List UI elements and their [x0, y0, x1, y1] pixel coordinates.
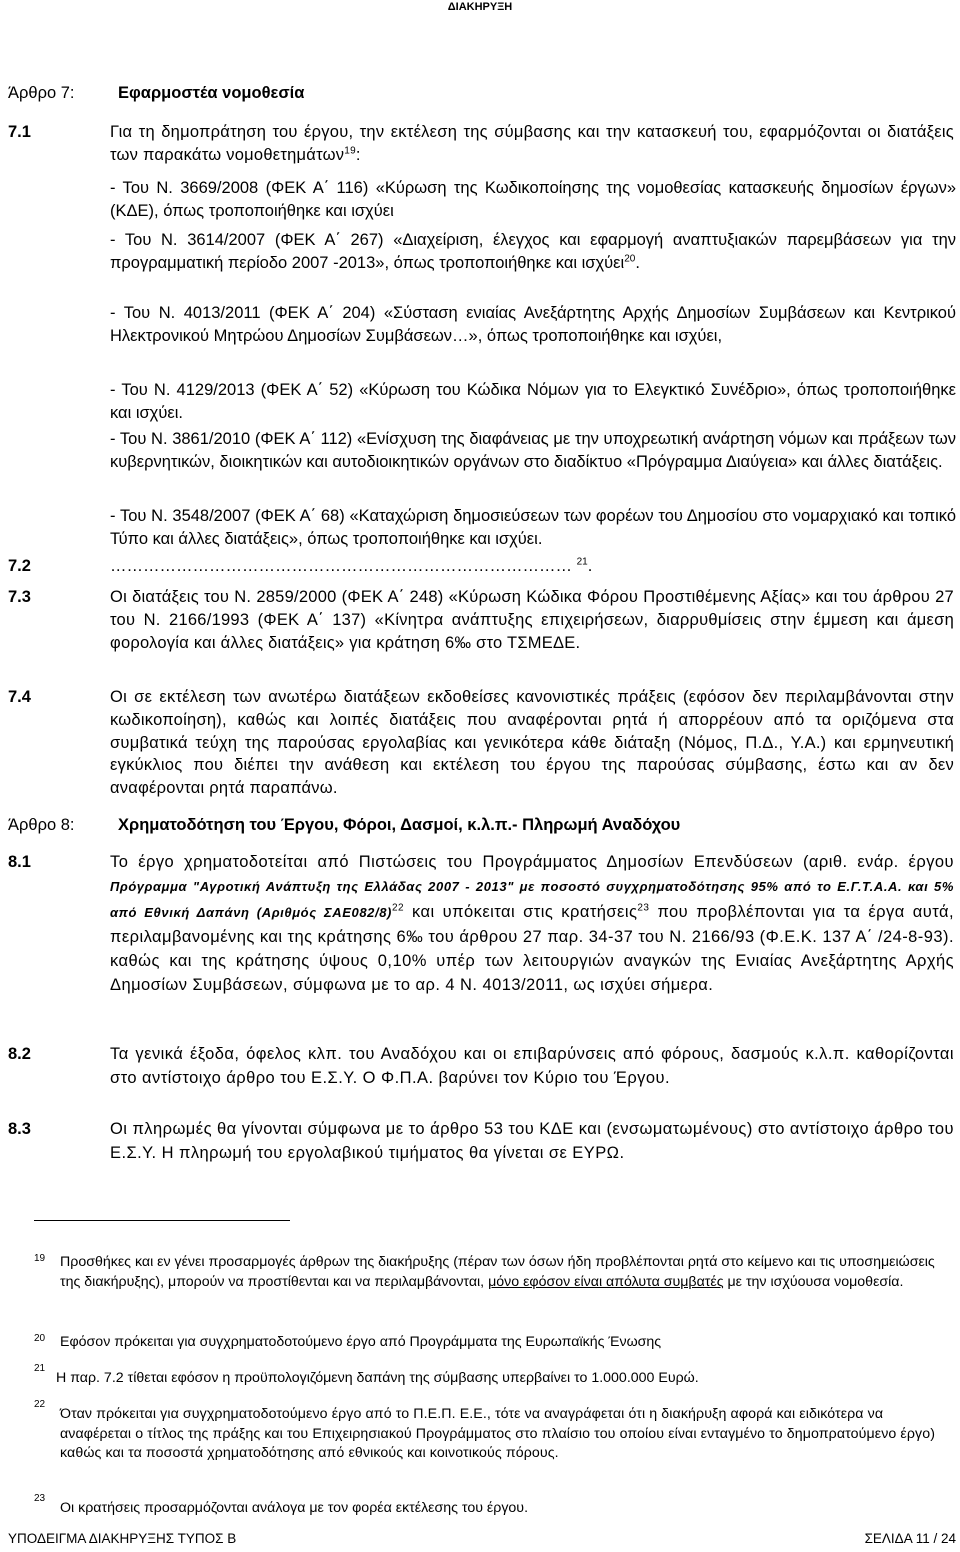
footer-page-number: ΣΕΛΙΔΑ 11 / 24 [864, 1531, 956, 1546]
section-8-3 [8, 1117, 954, 1166]
article-7-label: Άρθρο 7: [8, 84, 75, 102]
footnote [34, 1493, 958, 1519]
law-item [110, 505, 956, 551]
footnote-ref: 19 [344, 145, 356, 157]
financing-text: Το έργο χρηματοδοτείται από Πιστώσεις του Προγράμματος Δημοσίων Επενδύσεων (αριθ. ενάρ. έργου [110, 853, 954, 871]
footnote [34, 1399, 958, 1464]
footnote-end: με την ισχύουσα νομοθεσία. [727, 1273, 904, 1290]
footnote-text [56, 1253, 958, 1292]
footnote [34, 1253, 958, 1292]
law-item [110, 302, 956, 348]
section-7-4 [8, 686, 954, 800]
law-item-text: - Του Ν. 4129/2013 (ΦΕΚ Α΄ 52) «Κύρωση του Κώδικα Νόμων για το Ελεγκτικό Συνέδριο», όπως τροποποιήθηκε και ισχύει. [110, 381, 956, 422]
section-number: 7.2 [8, 557, 31, 575]
section-number: 7.3 [8, 588, 31, 606]
footnote-ref: 23 [637, 902, 650, 914]
section-text: Τα γενικά έξοδα, όφελος κλπ. του Αναδόχου και οι επιβαρύνσεις από φόρους, δασμούς κ.λ.π. καθορίζονται στο αντίστοιχο άρθρο του Ε.Σ.Υ. Ο Φ.Π.Α. βαρύνει τον Κύριο του Έργου. [110, 1045, 954, 1088]
footer-document-type: ΥΠΟΔΕΙΓΜΑ ΔΙΑΚΗΡΥΞΗΣ ΤΥΠΟΣ Β [8, 1531, 237, 1546]
footnote-ref: 20 [624, 253, 636, 265]
footnote-number: 19 [34, 1253, 46, 1264]
footnote [34, 1333, 958, 1353]
withholding-text: και υπόκειται στις κρατήσεις [412, 902, 638, 921]
law-item [110, 428, 956, 474]
article-7-heading [8, 80, 958, 106]
law-item [110, 379, 956, 425]
footnote-text: Οι κρατήσεις προσαρμόζονται ανάλογα με τον φορέα εκτέλεσης του έργου. [60, 1500, 529, 1516]
section-text: Οι διατάξεις του Ν. 2859/2000 (ΦΕΚ Α΄ 248) «Κύρωση Κώδικα Φόρου Προστιθέμενης Αξίας» και του άρθρου 27 του Ν. 2166/1993 (ΦΕΚ Α΄ 137) «Κίνητρα ανάπτυξης επιχειρήσεων, διαρρυθμίσεις στην έμμεση και άμεση φορολογία και άλλες διατάξεις» για κράτηση 6‰ στο ΤΣΜΕΔΕ. [110, 588, 954, 652]
dotted-placeholder: ………………………………………………………………………… [110, 557, 572, 575]
footnote-separator [34, 1220, 290, 1221]
footnote-number: 21 [34, 1363, 46, 1374]
intro-text: Για τη δημοπράτηση του έργου, την εκτέλεση της σύμβασης και την κατασκευή του, εφαρμόζονται οι διατάξεις των παρακάτω νομοθετημάτων [110, 123, 954, 164]
footnote-ref: 22 [391, 902, 404, 914]
withholding-details: που προβλέπονται για τα έργα αυτά, περιλαμβανομένης και της κράτησης 6‰ του άρθρου 27 παρ. 34-37 του Ν. 2166/93 (Φ.Ε.Κ. 137 Α΄ /24-8-93). καθώς και της κράτησης ύψους 0,10% υπέρ των λειτουργιών αναγκών της Ενιαίας Ανεξάρτητης Αρχής Δημοσίων Συμβάσεων, σύμφωνα με το αρ. 4 Ν. 4013/2011, ως ισχύει σήμερα. [110, 902, 954, 995]
law-item-text: - Του Ν. 3548/2007 (ΦΕΚ Α΄ 68) «Καταχώριση δημοσιεύσεων των φορέων του Δημοσίου στο νομαρχιακό και τοπικό Τύπο και άλλες διατάξεις», όπως τροποποιήθηκε και ισχύει. [110, 507, 956, 548]
section-text: Οι σε εκτέλεση των ανωτέρω διατάξεων εκδοθείσες κανονιστικές πράξεις (εφόσον δεν περιλαμβάνονται στην κωδικοποίηση), καθώς και λοιπές διατάξεις που αναφέρονται ρητά ή απορρέουν από τα οριζόμενα στα συμβατικά τεύχη της παρούσας εργολαβίας και γενικότερα κάθε διάταξη (Νόμος, Π.Δ., Υ.Α.) και ερμηνευτική εγκύκλιος που διέπει την ανάθεση και εκτέλεση του έργου της παρούσας σύμβασης, έστω και αν δεν αναφέρονται ρητά παραπάνω. [110, 688, 954, 798]
footnote-number: 20 [34, 1333, 46, 1344]
programme-text: Πρόγραμμα "Αγροτική Ανάπτυξη της Ελλάδας 2007 - 2013" με ποσοστό συγχρηματοδότησης 95% από το Ε.Γ.Τ.Α.Α. και 5% από Εθνική Δαπάνη (Αριθμός ΣΑΕ082/8) [110, 879, 954, 920]
section-text [110, 121, 954, 167]
footnote-ref: 21 [576, 556, 588, 568]
section-number: 8.3 [8, 1120, 31, 1138]
law-item-text: - Του Ν. 3861/2010 (ΦΕΚ Α΄ 112) «Ενίσχυση της διαφάνειας με την υποχρεωτική ανάρτηση νόμων και πράξεων των κυβερνητικών, διοικητικών και αυτοδιοικητικών οργάνων στο διαδίκτυο «Πρόγραμμα Διαύγεια» και άλλες διατάξεις. [110, 430, 956, 471]
law-item-end: . [635, 253, 640, 272]
law-item-text: - Του Ν. 4013/2011 (ΦΕΚ Α΄ 204) «Σύσταση ενιαίας Ανεξάρτητης Αρχής Δημοσίων Συμβάσεων και Κεντρικού Ηλεκτρονικού Μητρώου Δημοσίων Συμβάσεων…», όπως τροποποιήθηκε και ισχύει, [110, 304, 956, 345]
intro-end: : [355, 145, 361, 164]
section-8-1 [8, 850, 954, 998]
page-header [0, 0, 960, 14]
footnote-underlined: μόνο εφόσον είναι απόλυτα συμβατές [488, 1273, 724, 1290]
footnote-text: Η παρ. 7.2 τίθεται εφόσον η προϋπολογιζόμενη δαπάνη της σύμβασης υπερβαίνει το 1.000.000 Ευρώ. [56, 1370, 699, 1386]
law-item [110, 229, 956, 275]
section-7-3 [8, 586, 954, 654]
law-item-text: - Του Ν. 3614/2007 (ΦΕΚ Α΄ 267) «Διαχείριση, έλεγχος και εφαρμογή αναπτυξιακών παρεμβάσεων για την προγραμματική περίοδο 2007 -2013», όπως τροποποιήθηκε και ισχύει [110, 231, 956, 272]
section-text [110, 850, 954, 998]
footnote-text: Εφόσον πρόκειται για συγχρηματοδοτούμενο έργο από Προγράμματα της Ευρωπαϊκής Ένωσης [60, 1334, 662, 1350]
section-7-1 [8, 121, 954, 167]
article-8-title: Χρηματοδότηση του Έργου, Φόροι, Δασμοί, κ.λ.π.- Πληρωμή Αναδόχου [118, 816, 681, 834]
footnote [34, 1363, 958, 1389]
header-title: ΔΙΑΚΗΡΥΞΗ [447, 1, 513, 13]
article-8-label: Άρθρο 8: [8, 816, 75, 834]
section-8-2 [8, 1042, 954, 1091]
section-number: 8.1 [8, 853, 31, 871]
footnote-body: Προσθήκες και εν γένει προσαρμογές άρθρων της διακήρυξης (πέραν των όσων ήδη προβλέπονται ρητά στο κείμενο και τις υποσημειώσεις της διακήρυξης), μπορούν να προστίθενται και να περιλαμβάνονται, [60, 1254, 935, 1290]
section-number: 7.4 [8, 688, 31, 706]
article-7-title: Εφαρμοστέα νομοθεσία [118, 84, 305, 102]
section-7-2 [8, 555, 954, 578]
article-8-heading [8, 812, 958, 838]
law-item-text: - Του Ν. 3669/2008 (ΦΕΚ Α΄ 116) «Κύρωση της Κωδικοποίησης της νομοθεσίας κατασκευής δημοσίων έργων» (ΚΔΕ), όπως τροποποιήθηκε και ισχύει [110, 179, 956, 220]
section-end: . [587, 557, 593, 575]
page-footer [8, 1530, 956, 1548]
law-item [110, 177, 956, 223]
footnote-text: Όταν πρόκειται για συγχρηματοδοτούμενο έργο από το Π.Ε.Π. Ε.Ε., τότε να αναγράφεται ότι η διακήρυξη αφορά και ειδικότερα να αναφέρεται ο τίτλος της πράξης και του Επιχειρησιακού Προγράμματος στο πλαίσιο του οποίου είναι ενταγμένο το δημοπρατούμενο έργο) καθώς και τα ποσοστά χρηματοδότησης από εθνικούς και κοινοτικούς πόρους. [60, 1406, 936, 1461]
section-number: 7.1 [8, 123, 31, 141]
section-number: 8.2 [8, 1045, 31, 1063]
section-text: Οι πληρωμές θα γίνονται σύμφωνα με το άρθρο 53 του ΚΔΕ και (ενσωματωμένους) στο αντίστοιχο άρθρο του Ε.Σ.Υ. Η πληρωμή του εργολαβικού τιμήματος θα γίνεται σε ΕΥΡΩ. [110, 1120, 954, 1163]
footnote-number: 23 [34, 1493, 46, 1504]
section-text [110, 555, 954, 578]
footnote-number: 22 [34, 1399, 46, 1410]
